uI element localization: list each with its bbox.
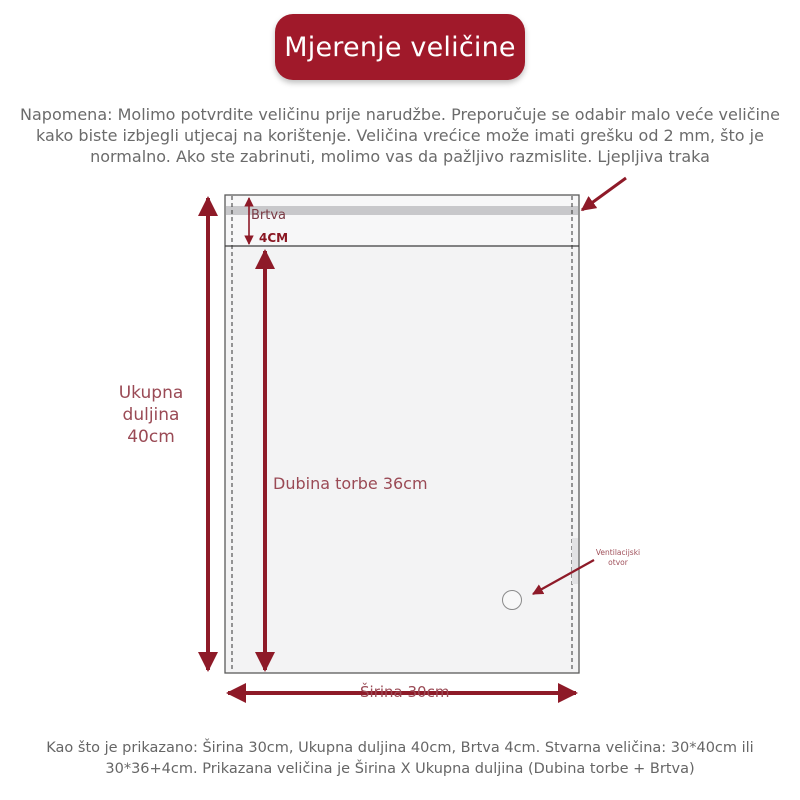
seal-label: Brtva [251,208,287,223]
bag-depth-label: Dubina torbe 36cm [273,474,428,493]
bag-outline [225,195,579,673]
page-title: Mjerenje veličine [284,31,516,63]
note-text: Napomena: Molimo potvrdite veličinu prije narudžbe. Preporučuje se odabir malo veće veličine kako biste izbjegli utjecaj na korištenje. Veličina vrećice može imati grešku od 2 mm, što je normalno. Ako ste zabrinuti, molimo vas da pažljivo razmislite. Ljepljiva traka [20,105,780,166]
total-length-label: Ukupna duljina 40cm [118,383,184,447]
vent-hole [503,591,522,610]
vent-hole-label: Ventilacijski otvor [595,548,641,567]
seal-size-label: 4CM [259,231,289,245]
width-label: Širina 30cm [360,683,450,701]
vent-highlight [572,538,578,584]
footer-text: Kao što je prikazano: Širina 30cm, Ukupna duljina 40cm, Brtva 4cm. Stvarna veličina: 30*40cm ili 30*36+4cm. Prikazana veličina je Širina X Ukupna duljina (Dubina torbe + Brtva) [46,740,754,777]
tape-pointer-arrow [582,178,626,210]
